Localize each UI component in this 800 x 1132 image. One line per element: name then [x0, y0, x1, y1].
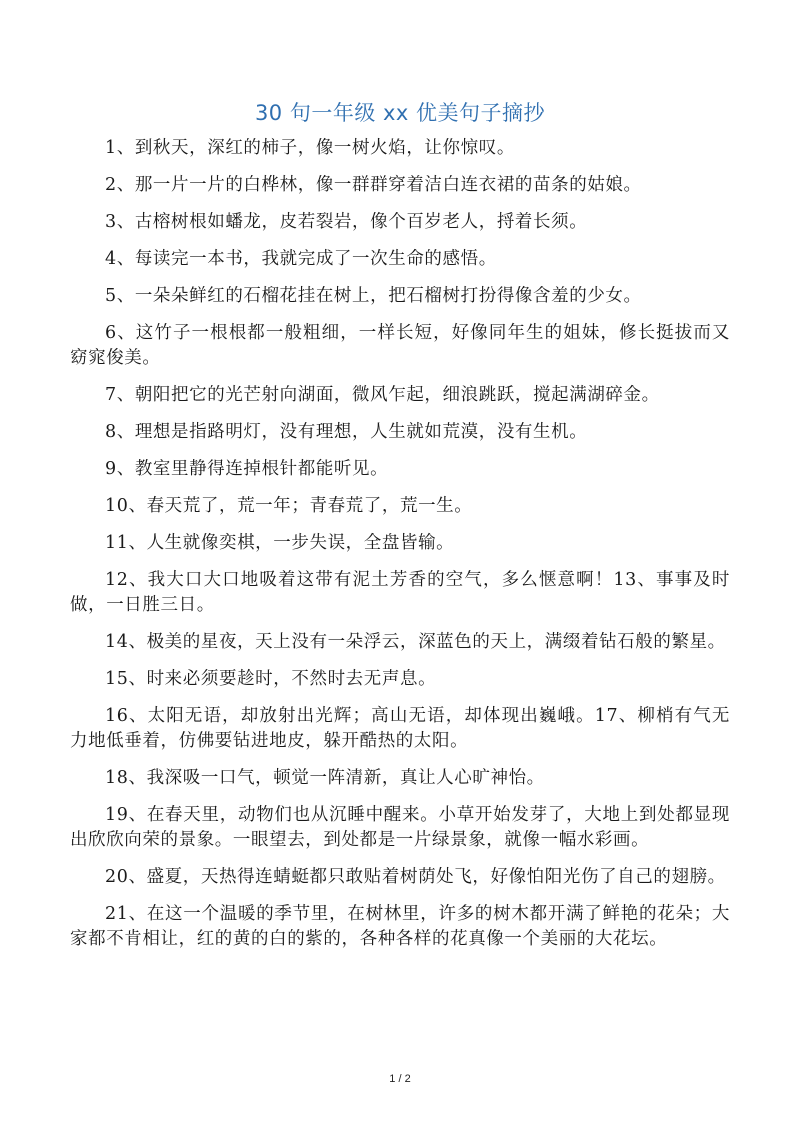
- paragraph: 18、我深吸一口气，顿觉一阵清新，真让人心旷神怡。: [105, 768, 545, 788]
- paragraph: 11、人生就像奕棋，一步失误，全盘皆输。: [105, 533, 455, 553]
- paragraph: 15、时来必须要趁时，不然时去无声息。: [105, 669, 437, 689]
- paragraph: 9、教室里静得连掉根针都能听见。: [105, 459, 389, 479]
- paragraph: 12、我大口大口地吸着这带有泥土芳香的空气，多么惬意啊！13、事事及时做，一日胜三日。: [70, 570, 730, 615]
- document-body: [70, 136, 730, 964]
- paragraph: 20、盛夏，天热得连蜻蜓都只敢贴着树荫处飞，好像怕阳光伤了自己的翅膀。: [105, 867, 726, 887]
- paragraph: 7、朝阳把它的光芒射向湖面，微风乍起，细浪跳跃，搅起满湖碎金。: [105, 385, 660, 405]
- paragraph: 8、理想是指路明灯，没有理想，人生就如荒漠，没有生机。: [105, 422, 588, 442]
- paragraph: 5、一朵朵鲜红的石榴花挂在树上，把石榴树打扮得像含羞的少女。: [105, 286, 642, 306]
- paragraph: 6、这竹子一根根都一般粗细，一样长短，好像同年生的姐妹，修长挺拔而又窈窕俊美。: [70, 323, 730, 368]
- paragraph: 19、在春天里，动物们也从沉睡中醒来。小草开始发芽了，大地上到处都显现出欣欣向荣的景象。一眼望去，到处都是一片绿景象，就像一幅水彩画。: [70, 805, 730, 850]
- paragraph: 4、每读完一本书，我就完成了一次生命的感悟。: [105, 249, 497, 269]
- paragraph: 16、太阳无语，却放射出光辉；高山无语，却体现出巍峨。17、柳梢有气无力地低垂着，仿佛要钻进地皮，躲开酷热的太阳。: [70, 706, 730, 751]
- paragraph: 21、在这一个温暖的季节里，在树林里，许多的树木都开满了鲜艳的花朵；大家都不肯相让，红的黄的白的紫的，各种各样的花真像一个美丽的大花坛。: [70, 904, 730, 949]
- paragraph: 14、极美的星夜，天上没有一朵浮云，深蓝色的天上，满缀着钻石般的繁星。: [105, 632, 726, 652]
- paragraph: 10、春天荒了，荒一年；青春荒了，荒一生。: [105, 496, 473, 516]
- paragraph: 3、古榕树根如蟠龙，皮若裂岩，像个百岁老人，捋着长须。: [105, 212, 588, 232]
- document-title: 30 句一年级 xx 优美句子摘抄: [254, 101, 546, 125]
- page-number: 1 / 2: [389, 1073, 411, 1085]
- paragraph: 1、到秋天，深红的柿子，像一树火焰，让你惊叹。: [105, 138, 515, 158]
- paragraph: 2、那一片一片的白桦林，像一群群穿着洁白连衣裙的苗条的姑娘。: [105, 175, 642, 195]
